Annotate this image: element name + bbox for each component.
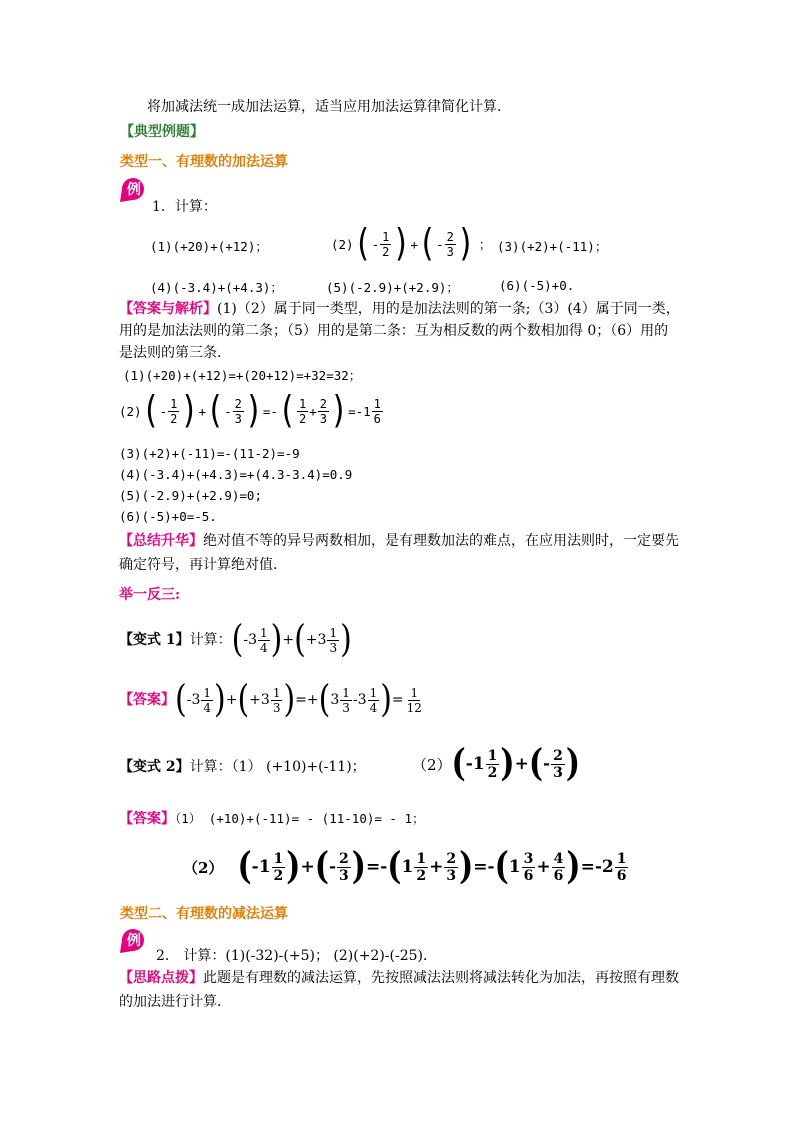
hint-line-2: 的加法进行计算． [119, 994, 231, 1010]
section-typical-heading: 【典型例题】 [120, 124, 204, 140]
summary-line-1: 【总结升华】绝对值不等的异号两数相加，是有理数加法的难点，在应用法则时，一定要先 [119, 533, 679, 549]
answer-2-line-1: 【答案】（1） (+10)+(-11)= - (11-10)= - 1； [119, 811, 425, 827]
example-badge-icon [118, 175, 148, 203]
answer-2-line-2: （2） ( -1 $\frac{1}{2}$ ) + ( - $\frac{2}{3}$ ) = - ( 1 $\frac{1}{2}$ + $\frac{2}{3}$ ) = - ( 1 $\frac{3}{6}$ + $\frac{4}{6}$ ) = -2 $\frac{1}{6}$ [183, 844, 627, 889]
analysis-line-2: 用的是加法法则的第二条；（5）用的是第二条：互为相反数的两个数相加得 0；（6）用的 [119, 323, 669, 339]
variation-1-label: 【变式 1】 [119, 632, 190, 648]
ex1-part1: (1)(+20)+(+12)； [150, 239, 268, 254]
ex1-part6: (6)(-5)+0. [499, 278, 575, 293]
analysis-line-1: 【答案与解析】(1)（2）属于同一类型，用的是加法法则的第一条;（3）(4）属于同一类， [119, 301, 680, 317]
analysis-label: 【答案与解析】 [119, 301, 217, 317]
solution-6: (6)(-5)+0=-5. [119, 509, 217, 524]
ex1-part4: (4)(-3.4)+(+4.3)； [150, 280, 283, 295]
badge-char: 例 [127, 933, 141, 949]
solution-4: (4)(-3.4)+(+4.3)=+(4.3-3.4)=0.9 [119, 467, 353, 482]
intro-text: 将加减法统一成加法运算，适当应用加法运算律简化计算. [147, 99, 502, 115]
ex1-prompt: 1．计算： [152, 199, 217, 215]
variation-2-part2: （2） ( -1 $\frac{1}{2}$ ) + ( - $\frac{2}{3}$ ) [412, 741, 581, 786]
ex2-prompt: 2． 计算：(1)(-32)-(+5)； (2)(+2)-(-25)． [156, 948, 437, 964]
variation-2: 【变式 2】计算：（1） (+10)+(-11)； [119, 759, 366, 775]
analysis-line-3: 是法则的第三条． [119, 345, 231, 361]
ex1-part5: (5)(-2.9)+(+2.9)； [326, 280, 459, 295]
variation-2-label: 【变式 2】 [119, 759, 190, 775]
solution-3: (3)(+2)+(-11)=-(11-2)=-9 [119, 446, 300, 461]
variation-1: 【变式 1】 计算： ( -3 $\frac{1}{4}$ ) + ( +3 $\frac{1}{3}$ ) [119, 617, 352, 662]
answer-2-label: 【答案】 [119, 811, 175, 827]
solution-1: (1)(+20)+(+12)=+(20+12)=+32=32； [123, 368, 362, 383]
hint-label: 【思路点拨】 [119, 970, 203, 986]
type2-heading: 类型二、有理数的减法运算 [120, 906, 288, 922]
summary-label: 【总结升华】 [119, 533, 203, 549]
jyfs-heading: 举一反三: [119, 587, 181, 603]
answer-1: 【答案】 ( -3 $\frac{1}{4}$ ) + ( +3 $\frac{1}{3}$ ) = + ( 3 $\frac{1}{3}$ -3 $\frac{1}{4}$ ) = $\frac{1}{12}$ [119, 677, 422, 722]
answer-1-label: 【答案】 [119, 692, 175, 708]
type1-heading: 类型一、有理数的加法运算 [120, 154, 288, 170]
solution-2: (2) ( - $\frac{1}{2}$ ) + ( - $\frac{2}{3}$ ) = - ( $\frac{1}{2}$ + $\frac{2}{3}$ ) = -1 $\frac{1}{6}$ [119, 388, 381, 433]
hint-line-1: 【思路点拨】此题是有理数的减法运算，先按照减法法则将减法转化为加法，再按照有理数 [119, 970, 679, 986]
example-badge-icon [118, 926, 148, 954]
ex1-part3: (3)(+2)+(-11)； [497, 239, 608, 254]
ex1-part2: (2) ( - $\frac{1}{2}$ ) + ( - $\frac{2}{3}$ ) ； [331, 221, 492, 266]
solution-5: (5)(-2.9)+(+2.9)=0; [119, 488, 262, 503]
summary-line-2: 确定符号，再计算绝对值． [119, 557, 287, 573]
badge-char: 例 [127, 182, 141, 198]
